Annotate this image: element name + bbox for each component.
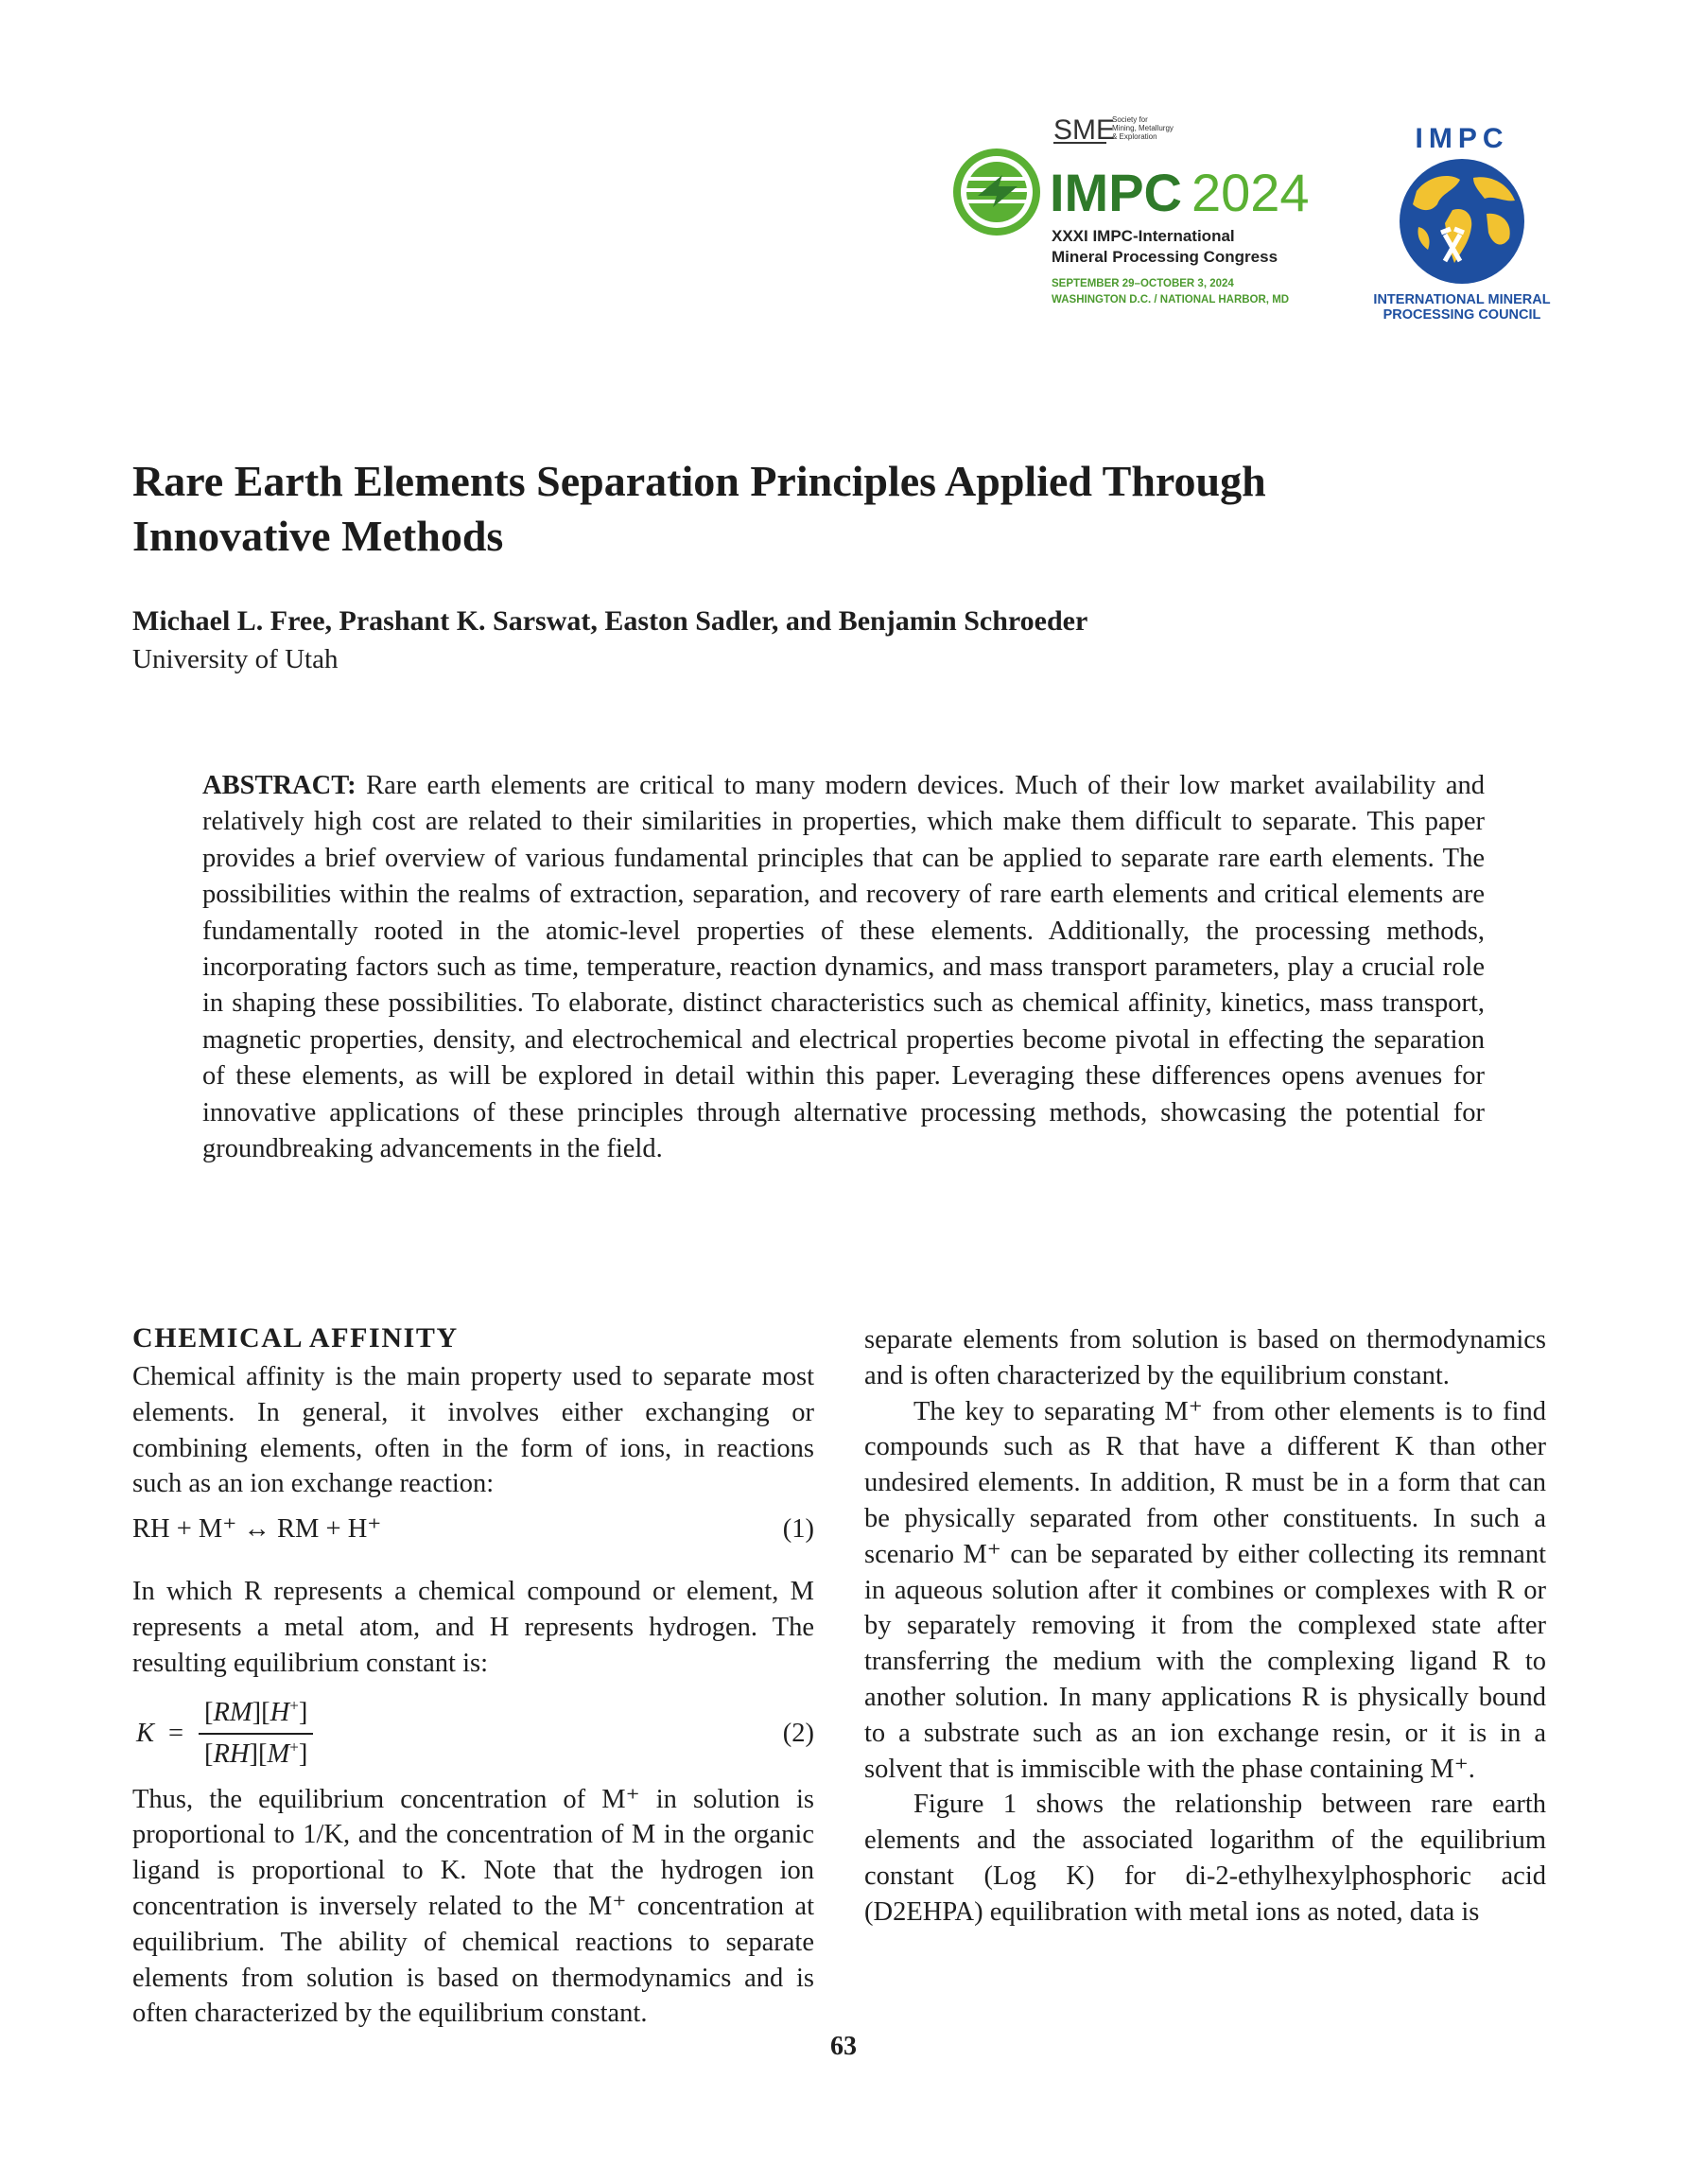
paragraph-separation-key: The key to separating M⁺ from other elements is to find compounds such as R that have a different K than other undesired elements. In addition, R must be in a form that can be physically separated from other constituents. In such a scenario M⁺ can be separated by either collecting its remnant in aqueous solution after it combines or complexes with R or by separately removing it from the complexed state after transferring the medium with the complexing ligand R to another solution. In many applications R is physically bound to a substrate such as an ion exchange resin, or it is in a solvent that is immiscible with the phase containing M⁺. [864,1396,1546,1784]
paragraph-figure-1: Figure 1 shows the relationship between rare earth elements and the associated logarithm of the equilibrium constant (Log K) for di-2-ethylhexylphosphoric acid (D2EHPA) equilibration with metal ions as noted, data is [864,1790,1546,1927]
sme-org-line-3: & Exploration [1112,132,1157,141]
equation-1-number: (1) [782,1514,814,1545]
author-list: Michael L. Free, Prashant K. Sarswat, Easton Sadler, and Benjamin Schroeder [132,605,1088,637]
paragraph-equilibrium-continued: separate elements from solution is based on thermodynamics and is often characterized by the equilibrium constant. [864,1325,1546,1390]
paragraph-equilibrium: Thus, the equilibrium concentration of M⁺ in solution is proportional to 1/K, and the concentration of M in the organic ligand is proportional to K. Note that the hydrogen ion concentration is inversely related to the M⁺ concentration at equilibrium. The ability of chemical reactions to separate elements from solution is based on thermodynamics and is often characterized by the equilibrium constant. [132,1784,814,2029]
council-acronym: IMPC [1415,123,1509,154]
equation-2 [132,1693,814,1780]
body-column-right [864,1322,1546,1931]
congress-dates: SEPTEMBER 29–OCTOBER 3, 2024 [1052,278,1234,289]
abstract-label: ABSTRACT: [202,771,357,800]
abstract [202,768,1485,1167]
equation-2-fraction [199,1693,313,1774]
globe-icon [1400,159,1524,284]
section-heading: CHEMICAL AFFINITY [132,1322,459,1354]
impc-council-logo [1362,123,1562,322]
equation-2-number: (2) [782,1718,814,1748]
equation-2-numerator: [RM][H+] [199,1693,313,1735]
congress-line-2: Mineral Processing Congress [1052,248,1278,266]
paper-title-line-1: Rare Earth Elements Separation Principles Applied Through [132,457,1266,505]
sme-wordmark: SME [1053,114,1116,146]
body-column-left [132,1319,814,2032]
impc-wordmark: IMPC [1050,163,1182,222]
paper-title-line-2: Innovative Methods [132,512,504,560]
sme-org-line-2: Mining, Metallurgy [1112,124,1174,132]
paper-title [132,454,1532,564]
impc-emblem-icon [953,149,1040,236]
equation-1 [132,1510,814,1553]
equation-2-equals: = [168,1718,184,1748]
author-affiliation: University of Utah [132,644,339,674]
congress-location: WASHINGTON D.C. / NATIONAL HARBOR, MD [1052,294,1290,306]
impc-year: 2024 [1191,163,1310,222]
paragraph-intro: Chemical affinity is the main property used to separate most elements. In general, it involves either exchanging or combining elements, often in the form of ions, in reactions such as an ion exchange reaction: [132,1362,814,1499]
council-name-line-2: PROCESSING COUNCIL [1383,307,1541,322]
sme-org-line-1: Society for [1112,115,1148,124]
congress-line-1: XXXI IMPC-International [1052,227,1235,245]
page-number: 63 [830,2032,857,2061]
equation-1-expression: RH + M⁺ ↔ RM + H⁺ [132,1514,382,1545]
council-name-line-1: INTERNATIONAL MINERAL [1373,292,1551,307]
abstract-text: Rare earth elements are critical to many modern devices. Much of their low market availability and relatively high cost are related to their similarities in properties, which make them difficult to separate. This paper provides a brief overview of various fundamental principles that can be applied to separate rare earth elements. The possibilities within the realms of extraction, separation, and recovery of rare earth elements and critical elements are fundamentally rooted in the atomic-level properties of these elements. Additionally, the processing methods, incorporating factors such as time, temperature, reaction dynamics, and mass transport parameters, play a crucial role in shaping these possibilities. To elaborate, distinct characteristics such as chemical affinity, kinetics, mass transport, magnetic properties, density, and electrochemical and electrical properties become pivotal in effecting the separation of these elements, as will be explored in detail within this paper. Leveraging these differences opens avenues for innovative applications of these principles through alternative processing methods, showcasing the potential for groundbreaking advancements in the field. [202,771,1486,1164]
sme-impc2024-logo [949,109,1337,331]
equation-2-denominator: [RH][M+] [204,1738,308,1769]
paragraph-definitions: In which R represents a chemical compound or element, M represents a metal atom, and H represents hydrogen. The resulting equilibrium constant is: [132,1577,814,1678]
equation-2-lhs: K [136,1718,155,1748]
